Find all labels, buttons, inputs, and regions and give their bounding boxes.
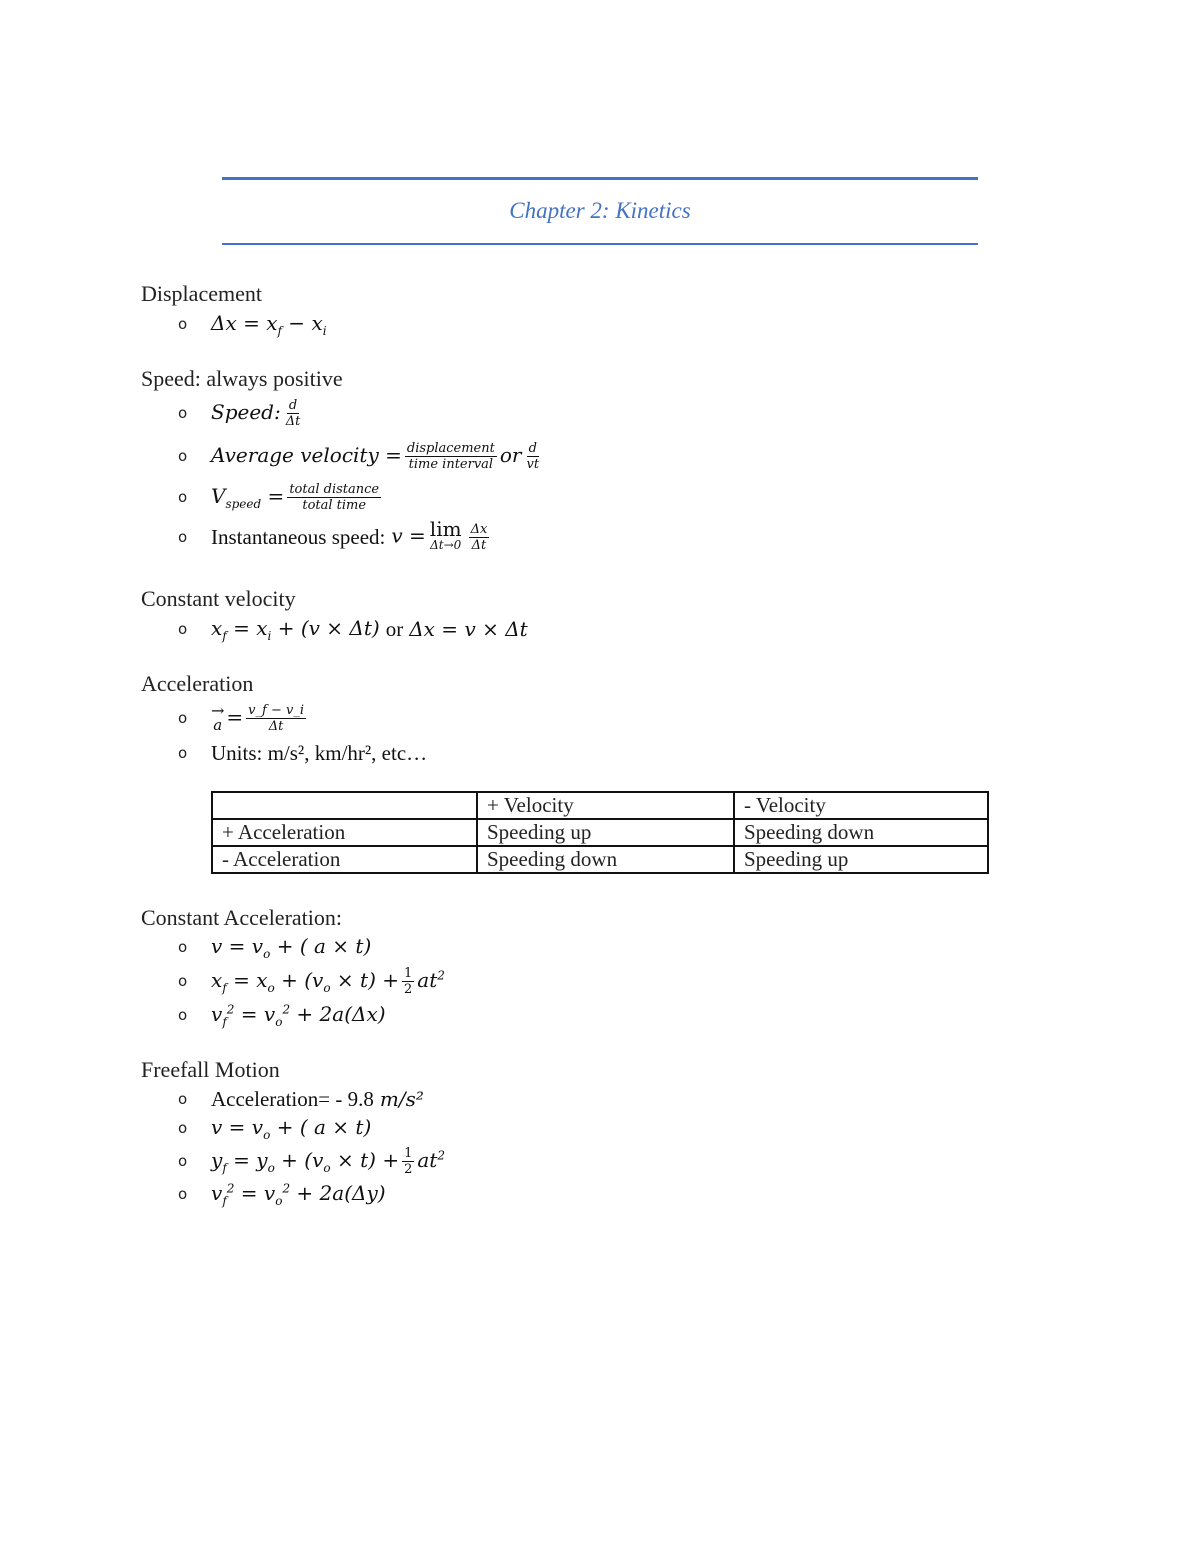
constant-velocity-formula: $x_f = x_i + (v \times \Delta t)$ [211,615,380,643]
freefall-accel-unit: m/s² [379,1087,424,1111]
or-text: or [385,616,404,641]
list-item [178,1179,386,1209]
table-cell: + Acceleration [212,819,477,846]
bullet-icon: o [178,404,188,422]
vspeed-formula: $V_{speed}$ = $\frac{\text{total distance}}{\text{total time}}$ [211,481,380,513]
table-cell: - Velocity [734,792,988,819]
table-cell: - Acceleration [212,846,477,873]
freefall-accel-label: Acceleration= - 9.8 [211,1086,374,1111]
list-item [178,1146,445,1176]
bullet-icon: o [178,620,188,638]
bullet-icon: o [178,447,188,465]
freefall-formula-1: $v = v_o$ + ( a × t) [211,1114,372,1142]
bullet-icon: o [178,709,188,727]
bullet-icon: o [178,744,188,762]
bullet-icon: o [178,488,188,506]
acceleration-velocity-table [211,791,989,874]
table-cell: Speeding down [734,819,988,846]
list-item [178,441,544,471]
bullet-icon: o [178,528,188,546]
bullet-icon: o [178,1185,188,1203]
table-cell: Speeding down [477,846,734,873]
heading-freefall: Freefall Motion [141,1057,280,1082]
bullet-icon: o [178,1119,188,1137]
list-item [178,703,309,733]
heading-displacement: Displacement [141,281,262,306]
heading-acceleration: Acceleration [141,671,254,696]
bullet-icon: o [178,1090,188,1108]
list-item [178,1084,424,1114]
table-cell: Speeding up [477,819,734,846]
bullet-icon: o [178,972,188,990]
list-item [178,398,305,428]
heading-constant-acceleration: Constant Acceleration: [141,905,342,930]
instantaneous-speed-formula: v = lim Δt→0 $\frac{\Delta x}{\Delta t}$ [391,517,488,553]
freefall-formula-2: $y_f = y_o + (v_o \times t)$ + $\frac{1}{2}$ $at^2$ [211,1145,445,1177]
table-cell: Speeding up [734,846,988,873]
displacement-formula: $\Delta x = x_f - x_i$ [211,310,327,338]
const-accel-formula-2: $x_f = x_o + (v_o \times t)$ + $\frac{1}{2}$ $at^2$ [211,965,445,997]
list-item [178,966,445,996]
list-item [178,482,384,512]
table-cell: + Velocity [477,792,734,819]
table-row [212,819,988,846]
title-rule-top [222,177,978,180]
acceleration-formula: → a = $\frac{v\_f - v\_i}{\Delta t}$ [211,701,304,734]
title-rule-bottom [222,243,978,245]
list-item [178,309,327,339]
list-item [178,614,528,644]
acceleration-units: Units: m/s², km/hr², etc… [211,740,428,765]
list-item [178,1000,386,1030]
const-accel-formula-1: $v = v_o$ + ( a × t) [211,933,372,961]
bullet-icon: o [178,1152,188,1170]
average-velocity-formula: Average velocity = $\frac{\text{displacement}}{\text{time interval}}$ or $\frac{d}{vt}$ [211,440,540,472]
bullet-icon: o [178,938,188,956]
bullet-icon: o [178,1006,188,1024]
constant-velocity-formula-alt: Δx = v × Δt [409,617,528,641]
list-item [178,738,433,768]
table-row [212,846,988,873]
table-cell [212,792,477,819]
freefall-formula-3: $v_f^2 = v_o^2 + 2a(\Delta y)$ [211,1180,386,1208]
heading-speed: Speed: always positive [141,366,343,391]
list-item [178,517,492,553]
list-item [178,1113,371,1143]
instantaneous-speed-label: Instantaneous speed: [211,524,386,549]
list-item [178,932,371,962]
bullet-icon: o [178,315,188,333]
const-accel-formula-3: $v_f^2 = v_o^2 + 2a(\Delta x)$ [211,1001,386,1029]
chapter-title: Chapter 2: Kinetics [509,198,691,223]
speed-formula: Speed: $\frac{d}{\Delta t}$ [211,397,301,429]
table-row [212,792,988,819]
heading-constant-velocity: Constant velocity [141,586,296,611]
